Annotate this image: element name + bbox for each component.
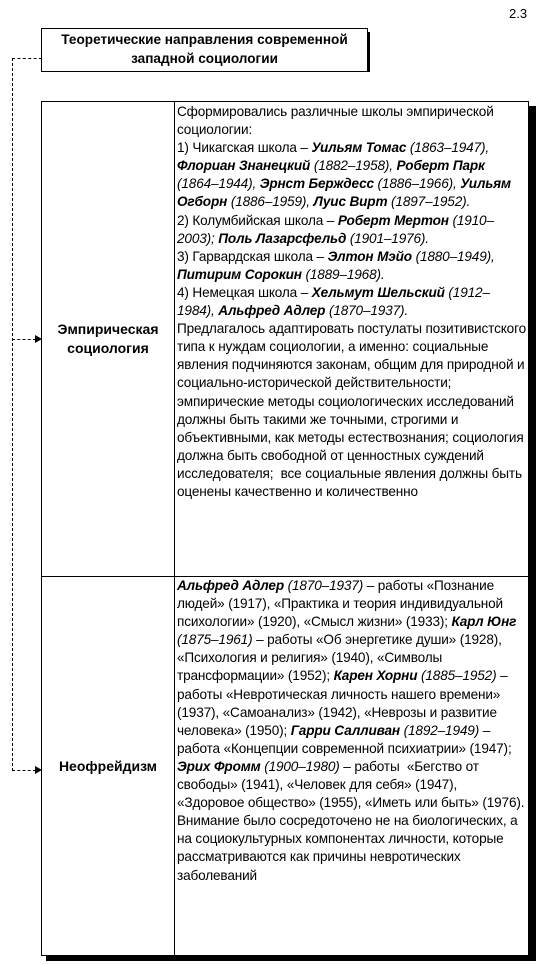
directions-table <box>41 101 529 956</box>
title-line-2: западной социологии <box>131 51 278 66</box>
row-label-empirical: Эмпирическая социология <box>42 102 175 576</box>
page-title <box>41 28 368 72</box>
arrow-line-empirical <box>12 339 36 340</box>
row-description-neofreudism: Альфред Адлер (1870–1937) – работы «Познание людей» (1917), «Практика и теория индивидуальной психологии» (1920), «Смысл жизни» (1933); Карл Юнг (1875–1961) – работы «Об энергетике души» (1928), «Психология и религия» (1940), «Символы трансформации» (1952); Карен Хорни (1885–1952) – работы «Невротическая личность нашего времени» (1937), «Самоанализ» (1942), «Неврозы и развитие человека» (1950); Гарри Салливан (1892–1949) – работа «Концепции современной психиатрии» (1947); Эрих Фромм (1900–1980) – работы «Бегство от свободы» (1941), «Человек для себя» (1947), «Здоровое общество» (1955), «Иметь или быть» (1976). Внимание было сосредоточено не на биологических, а на социокультурных компонентах личности, которые рассматриваются как причины невротических заболеваний <box>177 578 525 883</box>
title-line-1: Теоретические направления современной <box>61 32 348 47</box>
title-connector <box>12 58 42 60</box>
table-row <box>42 577 528 955</box>
connector-vertical-line <box>12 58 13 771</box>
page-number: 2.3 <box>509 6 528 21</box>
row-label-neofreudism: Неофрейдизм <box>42 577 175 955</box>
row-description-empirical: Сформировались различные школы эмпирической социологии: 1) Чикагская школа – Уильям Томас (1863–1947), Флориан Знанецкий (1882–1958), Роберт Парк (1864–1944), Эрнст Берждесс (1886–1966), Уильям Огборн (1886–1959), Луис Вирт (1897–1952). 2) Колумбийская школа – Роберт Мертон (1910–2003); Поль Лазарсфельд (1901–1976). 3) Гарвардская школа – Элтон Мэйо (1880–1949), Питирим Сорокин (1889–1968). 4) Немецкая школа – Хельмут Шельский (1912–1984), Альфред Адлер (1870–1937). Предлагалось адаптировать постулаты позитивистского типа к нуждам социологии, а именно: социальные явления подчиняются законам, общим для природной и социально-исторической действительности; эмпирические методы социологических исследований должны быть такими же точными, строгими и объективными, как методы естествознания; социология должна быть свободной от ценностных суждений исследователя; все социальные явления должны быть оценены качественно и количественно <box>177 104 526 499</box>
table-row <box>42 102 528 577</box>
arrow-line-neofreudism <box>12 770 36 771</box>
